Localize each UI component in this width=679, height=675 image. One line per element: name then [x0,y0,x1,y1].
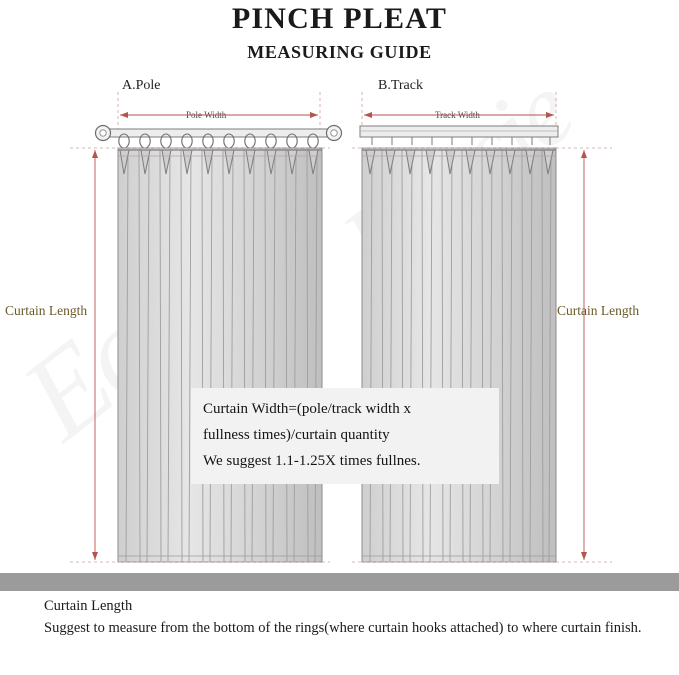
pole-width-label: Pole Width [183,110,229,120]
formula-box [191,388,499,484]
curtain-length-label-left: Curtain Length [5,303,88,318]
bottom-note-text [44,595,664,640]
bottom-note [0,573,679,675]
curtain-length-label-right: Curtain Length [557,303,640,318]
bottom-note-body: Suggest to measure from the bottom of the rings(where curtain hooks attached) to where curtain finish. [44,620,642,636]
curtain-pole [96,126,342,141]
panel-caption-pole: A.Pole [122,78,161,93]
bottom-note-title: Curtain Length [44,598,133,614]
curtain-track [360,126,558,145]
formula-line-3: We suggest 1.1-1.25X times fullnes. [203,453,421,469]
panel-caption-track: B.Track [378,78,423,93]
page-title: PINCH PLEAT [231,2,448,35]
formula-line-2: fullness times)/curtain quantity [203,427,390,443]
curtain-panel-track [362,148,556,562]
track-width-dimension-arrow [364,112,554,118]
formula-line-1: Curtain Width=(pole/track width x [203,401,411,417]
curtain-panel-pole [118,148,322,562]
pole-width-dimension-arrow [120,112,318,118]
divider-bar [0,573,679,591]
track-width-label: Track Width [432,110,483,120]
page-subtitle: MEASURING GUIDE [247,42,432,62]
